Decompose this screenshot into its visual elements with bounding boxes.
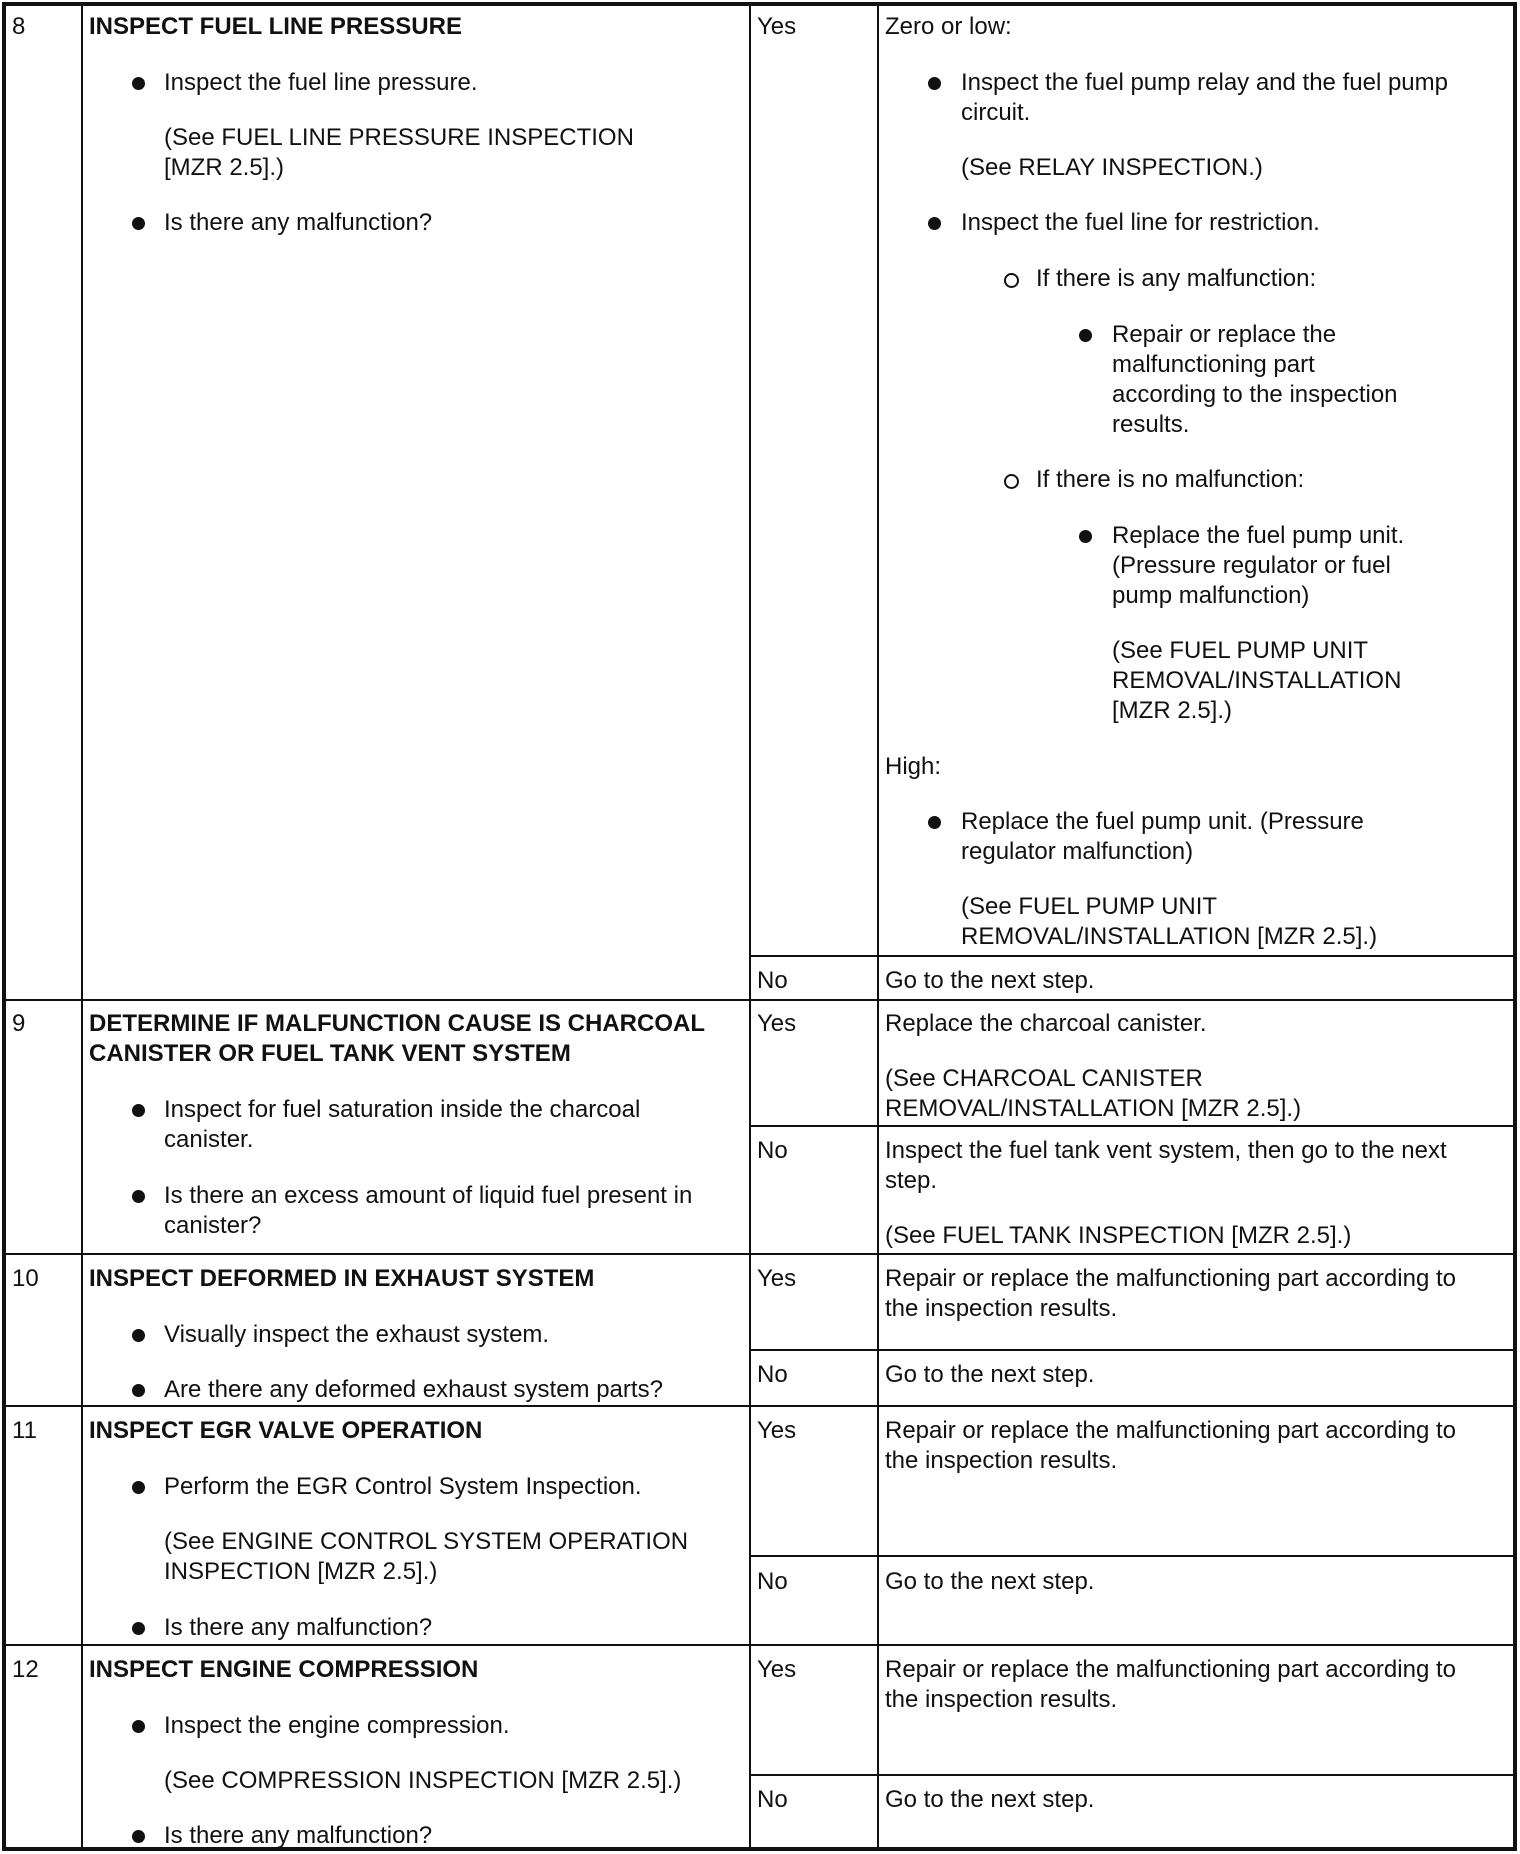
reference-link[interactable]: REMOVAL/INSTALLATION [MZR 2.5].): [885, 1095, 1302, 1122]
result-action: Repair or replace the malfunctioning part according to: [885, 1417, 1456, 1444]
step-action: canister.: [164, 1126, 254, 1153]
step-title: INSPECT DEFORMED IN EXHAUST SYSTEM: [89, 1265, 595, 1292]
reference-link[interactable]: [MZR 2.5].): [1112, 697, 1233, 724]
reference-link[interactable]: (See CHARCOAL CANISTER: [885, 1065, 1203, 1092]
result-action: Go to the next step.: [885, 1786, 1095, 1813]
answer-no: No: [757, 967, 788, 994]
answer-yes: Yes: [757, 13, 797, 40]
result-action: malfunctioning part: [1112, 351, 1315, 378]
hollow-bullet-icon: [1004, 474, 1019, 489]
step-number: 10: [12, 1265, 39, 1292]
bullet-icon: [132, 1329, 145, 1342]
step-question: Is there any malfunction?: [164, 1614, 433, 1641]
step-question: canister?: [164, 1212, 262, 1239]
answer-yes: Yes: [757, 1010, 797, 1037]
bullet-icon: [1079, 329, 1092, 342]
result-condition: If there is any malfunction:: [1036, 265, 1317, 292]
result-action: Repair or replace the malfunctioning part according to: [885, 1265, 1456, 1292]
bullet-icon: [1079, 530, 1092, 543]
step-number: 11: [12, 1417, 37, 1444]
bullet-icon: [132, 77, 145, 90]
result-action: (Pressure regulator or fuel: [1112, 552, 1391, 579]
result-condition: If there is no malfunction:: [1036, 466, 1305, 493]
step-title: CANISTER OR FUEL TANK VENT SYSTEM: [89, 1040, 571, 1067]
bullet-icon: [928, 217, 941, 230]
result-action: pump malfunction): [1112, 582, 1310, 609]
step-question: Is there an excess amount of liquid fuel present in: [164, 1182, 693, 1209]
result-action: Go to the next step.: [885, 1568, 1095, 1595]
result-action: Repair or replace the: [1112, 321, 1337, 348]
answer-no: No: [757, 1137, 788, 1164]
bullet-icon: [132, 1622, 145, 1635]
step-number: 12: [12, 1656, 39, 1683]
reference-link[interactable]: REMOVAL/INSTALLATION: [1112, 667, 1402, 694]
result-action: the inspection results.: [885, 1447, 1118, 1474]
bullet-icon: [132, 1104, 145, 1117]
result-action: Replace the charcoal canister.: [885, 1010, 1207, 1037]
result-action: Go to the next step.: [885, 1361, 1095, 1388]
result-action: Inspect the fuel line for restriction.: [961, 209, 1320, 236]
result-action: the inspection results.: [885, 1295, 1118, 1322]
result-action: Inspect the fuel pump relay and the fuel pump: [961, 69, 1448, 96]
result-heading: High:: [885, 753, 942, 780]
result-action: circuit.: [961, 99, 1031, 126]
step-action: Inspect the engine compression.: [164, 1712, 510, 1739]
reference-link[interactable]: (See COMPRESSION INSPECTION [MZR 2.5].): [164, 1767, 682, 1794]
hollow-bullet-icon: [1004, 273, 1019, 288]
result-action: step.: [885, 1167, 938, 1194]
reference-link[interactable]: (See FUEL TANK INSPECTION [MZR 2.5].): [885, 1222, 1352, 1249]
answer-yes: Yes: [757, 1417, 797, 1444]
bullet-icon: [132, 1190, 145, 1203]
step-question: Is there any malfunction?: [164, 209, 433, 236]
step-title: DETERMINE IF MALFUNCTION CAUSE IS CHARCOAL: [89, 1010, 705, 1037]
bullet-icon: [132, 1830, 145, 1843]
bullet-icon: [132, 1481, 145, 1494]
reference-link[interactable]: REMOVAL/INSTALLATION [MZR 2.5].): [961, 923, 1378, 950]
result-action: Go to the next step.: [885, 967, 1095, 994]
reference-link[interactable]: INSPECTION [MZR 2.5].): [164, 1558, 438, 1585]
answer-no: No: [757, 1361, 788, 1388]
result-action: the inspection results.: [885, 1686, 1118, 1713]
bullet-icon: [928, 77, 941, 90]
bullet-icon: [132, 1720, 145, 1733]
answer-yes: Yes: [757, 1265, 797, 1292]
step-action: Perform the EGR Control System Inspection.: [164, 1473, 642, 1500]
step-question: Is there any malfunction?: [164, 1822, 433, 1849]
step-action: Inspect the fuel line pressure.: [164, 69, 478, 96]
step-number: 9: [12, 1010, 26, 1037]
answer-yes: Yes: [757, 1656, 797, 1683]
result-action: Replace the fuel pump unit. (Pressure: [961, 808, 1364, 835]
result-action: regulator malfunction): [961, 838, 1194, 865]
answer-no: No: [757, 1568, 788, 1595]
step-title: INSPECT ENGINE COMPRESSION: [89, 1656, 479, 1683]
result-action: Inspect the fuel tank vent system, then go to the next: [885, 1137, 1447, 1164]
bullet-icon: [132, 217, 145, 230]
step-title: INSPECT FUEL LINE PRESSURE: [89, 13, 462, 40]
step-number: 8: [12, 13, 26, 40]
step-title: INSPECT EGR VALVE OPERATION: [89, 1417, 483, 1444]
bullet-icon: [928, 816, 941, 829]
reference-link[interactable]: (See RELAY INSPECTION.): [961, 154, 1263, 181]
result-action: according to the inspection: [1112, 381, 1398, 408]
reference-link[interactable]: (See FUEL PUMP UNIT: [1112, 637, 1369, 664]
reference-link[interactable]: (See ENGINE CONTROL SYSTEM OPERATION: [164, 1528, 689, 1555]
result-action: results.: [1112, 411, 1190, 438]
step-action: Visually inspect the exhaust system.: [164, 1321, 550, 1348]
reference-link[interactable]: [MZR 2.5].): [164, 154, 285, 181]
step-question: Are there any deformed exhaust system parts?: [164, 1376, 663, 1403]
result-action: Repair or replace the malfunctioning part according to: [885, 1656, 1456, 1683]
bullet-icon: [132, 1384, 145, 1397]
reference-link[interactable]: (See FUEL PUMP UNIT: [961, 893, 1218, 920]
result-action: Replace the fuel pump unit.: [1112, 522, 1405, 549]
answer-no: No: [757, 1786, 788, 1813]
step-action: Inspect for fuel saturation inside the charcoal: [164, 1096, 641, 1123]
result-heading: Zero or low:: [885, 13, 1012, 40]
reference-link[interactable]: (See FUEL LINE PRESSURE INSPECTION: [164, 124, 634, 151]
